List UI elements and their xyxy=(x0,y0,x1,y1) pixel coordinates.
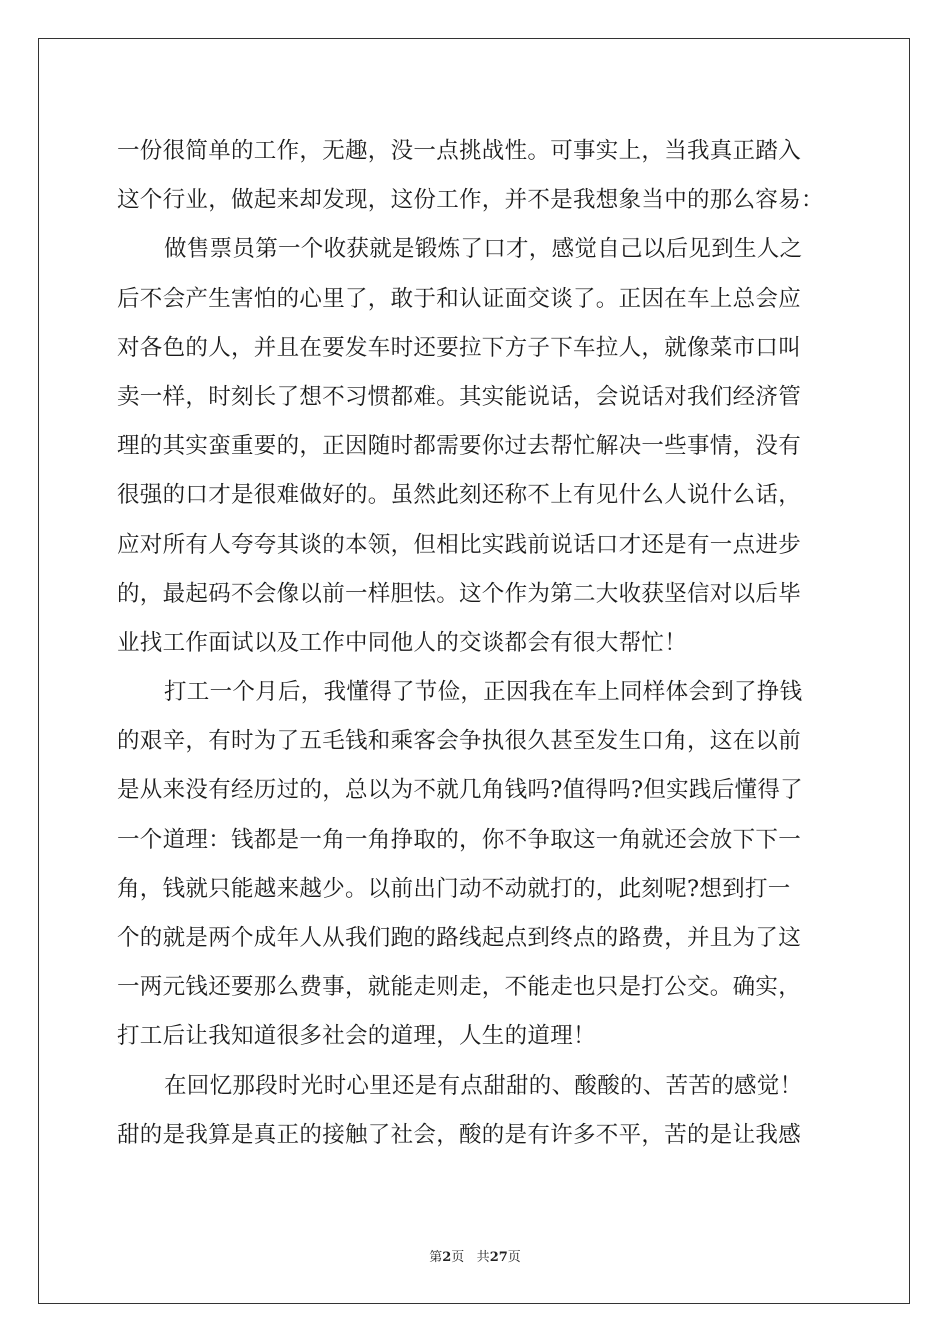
total-label-suffix: 页 xyxy=(507,1250,521,1265)
text-line: 打工后让我知道很多社会的道理，人生的道理！ xyxy=(117,1023,596,1050)
text-line: 很强的口才是很难做好的。虽然此刻还称不上有见什么人说什么话， xyxy=(117,482,802,509)
text-line: 业找工作面试以及工作中同他人的交谈都会有很大帮忙！ xyxy=(117,629,688,656)
document-body xyxy=(117,127,833,1160)
text-line: 后不会产生害怕的心里了，敢于和认证面交谈了。正因在车上总会应 xyxy=(117,285,802,312)
text-line: 一个道理：钱都是一角一角挣取的，你不争取这一角就还会放下下一 xyxy=(117,826,802,853)
text-line: 这个行业，做起来却发现，这份工作，并不是我想象当中的那么容易： xyxy=(117,187,824,214)
text-line: 的艰辛，有时为了五毛钱和乘客会争执很久甚至发生口角，这在以前 xyxy=(117,728,802,755)
text-line: 一两元钱还要那么费事，就能走则走，不能走也只是打公交。确实， xyxy=(117,974,802,1001)
text-line: 个的就是两个成年人从我们跑的路线起点到终点的路费，并且为了这 xyxy=(117,925,802,951)
page-label-prefix: 第 xyxy=(429,1250,443,1265)
text-line: 对各色的人，并且在要发车时还要拉下方子下车拉人，就像菜市口叫 xyxy=(117,334,802,361)
page-label-suffix: 页 xyxy=(451,1250,465,1265)
text-line: 理的其实蛮重要的，正因随时都需要你过去帮忙解决一些事情，没有 xyxy=(117,433,802,460)
text-line: 的，最起码不会像以前一样胆怯。这个作为第二大收获坚信对以后毕 xyxy=(117,580,802,607)
total-pages: 27 xyxy=(489,1250,508,1265)
text-line: 应对所有人夸夸其谈的本领，但相比实践前说话口才还是有一点进步 xyxy=(117,531,802,558)
text-line: 角，钱就只能越来越少。以前出门动不动就打的，此刻呢?想到打一 xyxy=(117,875,791,902)
text-line: 做售票员第一个收获就是锻炼了口才，感觉自己以后见到生人之 xyxy=(164,236,803,263)
text-line: 打工一个月后，我懂得了节俭，正因我在车上同样体会到了挣钱 xyxy=(164,679,803,706)
text-line: 甜的是我算是真正的接触了社会，酸的是有许多不平，苦的是让我感 xyxy=(117,1121,802,1148)
total-label-prefix: 共 xyxy=(476,1250,490,1265)
text-line: 一份很简单的工作，无趣，没一点挑战性。可事实上，当我真正踏入 xyxy=(117,138,802,164)
text-line: 在回忆那段时光时心里还是有点甜甜的、酸酸的、苦苦的感觉！ xyxy=(164,1072,803,1099)
page-footer xyxy=(0,1246,950,1265)
text-line: 卖一样，时刻长了想不习惯都难。其实能说话，会说话对我们经济管 xyxy=(117,383,802,410)
page-number: 2 xyxy=(442,1250,452,1265)
text-line: 是从来没有经历过的，总以为不就几角钱吗?值得吗?但实践后懂得了 xyxy=(117,777,803,804)
